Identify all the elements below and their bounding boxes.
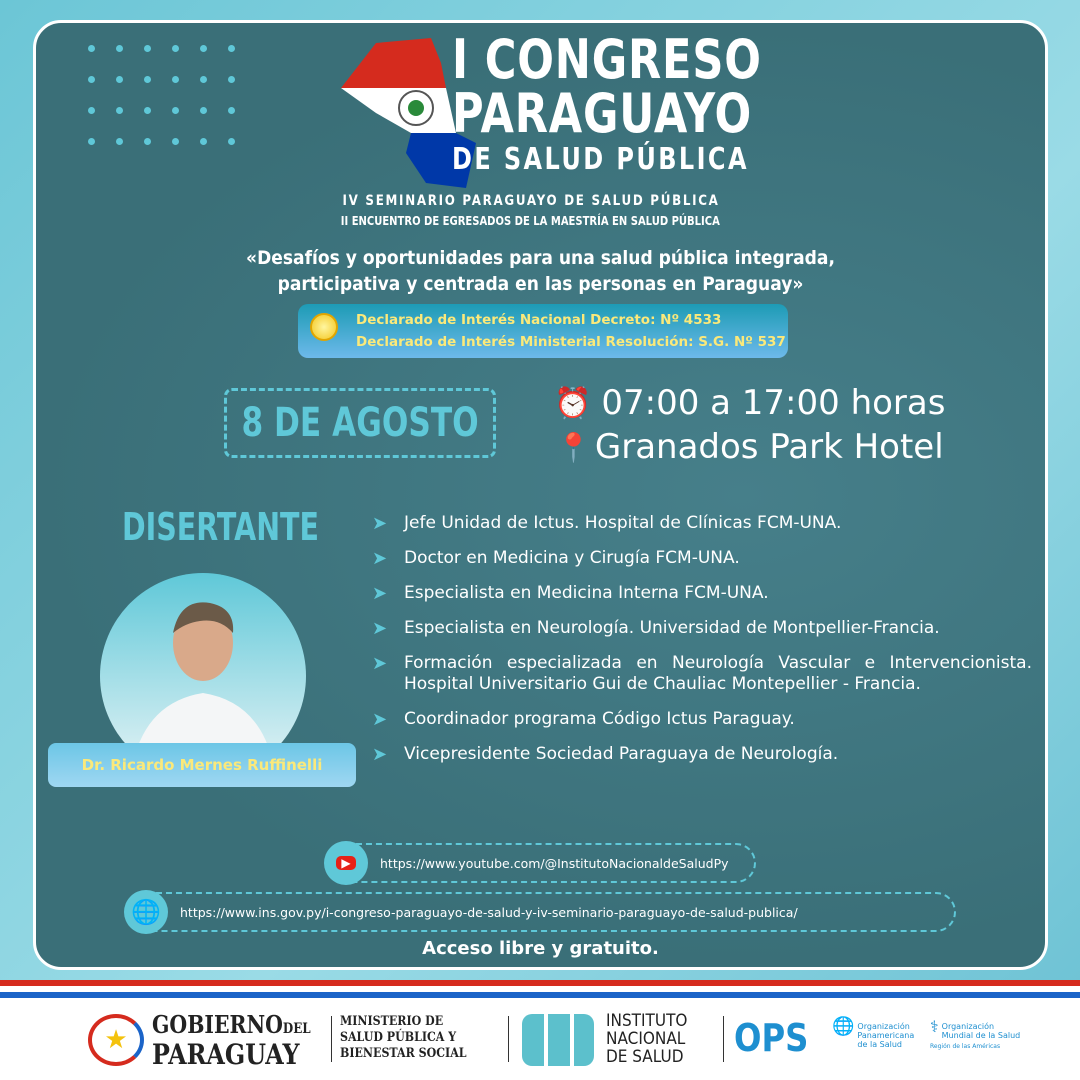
ins-logo-icon [522, 1014, 594, 1066]
flag-stripes [0, 980, 1080, 998]
list-item [372, 709, 1032, 730]
credential: Formación especializada en Neurología Vascular e Intervencionista. Hospital Universitario Gui de Chauliac Montepellier - Francia. [404, 653, 1032, 694]
decorative-dots [88, 45, 256, 145]
arrow-icon: ➤ [372, 583, 388, 604]
who-region: Región de las Américas [930, 1043, 1001, 1050]
list-item [372, 548, 1032, 569]
credential: Vicepresidente Sociedad Paraguaya de Neurología. [404, 744, 839, 764]
who-emblem-icon: ⚕ [930, 1017, 939, 1036]
website-url[interactable]: https://www.ins.gov.py/i-congreso-paraguayo-de-salud-y-iv-seminario-paraguayo-de-salud-publica/ [180, 904, 798, 920]
paho-logo [832, 1016, 915, 1049]
credential: Especialista en Medicina Interna FCM-UNA. [404, 583, 769, 603]
arrow-icon: ➤ [372, 513, 388, 534]
subtitle: IV SEMINARIO PARAGUAYO DE SALUD PÚBLICA [342, 193, 720, 209]
government-logo [152, 1010, 311, 1071]
event-date [224, 388, 496, 458]
credential: Especialista en Neurología. Universidad de Montpellier-Francia. [404, 618, 940, 638]
location-pin-icon: 📍 [556, 430, 591, 464]
credential: Doctor en Medicina y Cirugía FCM-UNA. [404, 548, 740, 568]
paho-text: Panamericana [857, 1031, 915, 1040]
venue-text: Granados Park Hotel [594, 427, 944, 467]
title-line: I CONGRESO [452, 28, 762, 91]
arrow-icon: ➤ [372, 618, 388, 639]
theme-line: participativa y centrada en las personas en Paraguay» [277, 273, 804, 295]
who-logo [930, 1017, 1021, 1051]
theme-line: «Desafíos y oportunidades para una salud pública integrada, [246, 247, 835, 269]
declarations-badge [298, 304, 788, 358]
youtube-icon: ▶ [324, 841, 368, 885]
who-text: Mundial de la Salud [941, 1031, 1021, 1040]
title-line: DE SALUD PÚBLICA [452, 142, 749, 177]
arrow-icon: ➤ [372, 548, 388, 569]
list-item [372, 744, 1032, 765]
ministry-text: BIENESTAR SOCIAL [340, 1046, 467, 1061]
ministry-text: SALUD PÚBLICA Y [340, 1030, 457, 1045]
who-text: Organización [941, 1022, 995, 1031]
gov-text: GOBIERNO [152, 1010, 283, 1039]
list-item [372, 653, 1032, 695]
poster-card [33, 20, 1048, 970]
ministry-text: MINISTERIO DE [340, 1014, 444, 1029]
ops-logo: OPS [734, 1016, 809, 1060]
access-note: Acceso libre y gratuito. [422, 938, 659, 959]
ins-text: INSTITUTO [606, 1011, 688, 1031]
event-time [554, 383, 945, 423]
paho-text: Organización [857, 1022, 910, 1031]
gov-text: PARAGUAY [152, 1038, 300, 1071]
youtube-url[interactable]: https://www.youtube.com/@InstitutoNacionaldeSaludPy [380, 855, 729, 871]
speaker-name: Dr. Ricardo Mernes Ruffinelli [48, 743, 356, 787]
subtitle: II ENCUENTRO DE EGRESADOS DE LA MAESTRÍA EN SALUD PÚBLICA [340, 213, 720, 228]
time-text: 07:00 a 17:00 horas [601, 383, 946, 423]
arrow-icon: ➤ [372, 653, 388, 674]
globe-icon: 🌐 [124, 890, 168, 934]
speaker-label: DISERTANTE [122, 505, 319, 549]
government-emblem-icon: ★ [88, 1014, 144, 1066]
ins-text: DE SALUD [606, 1047, 684, 1067]
title-line: PARAGUAYO [452, 82, 753, 145]
gov-text: DEL [282, 1021, 311, 1037]
youtube-link[interactable] [326, 843, 756, 883]
sponsor-logos [0, 1008, 1080, 1071]
ins-text: NACIONAL [606, 1029, 686, 1049]
credential: Jefe Unidad de Ictus. Hospital de Clínicas FCM-UNA. [404, 513, 842, 533]
website-link[interactable] [126, 892, 956, 932]
theme-quote [36, 245, 1045, 297]
list-item [372, 513, 1032, 534]
paho-text: de la Salud [857, 1040, 902, 1049]
arrow-icon: ➤ [372, 709, 388, 730]
ministry-logo [340, 1014, 467, 1062]
ins-logo [606, 1012, 687, 1066]
medal-icon [310, 313, 340, 349]
declaration: Declarado de Interés Ministerial Resolución: S.G. Nº 537 [356, 334, 786, 350]
declaration: Declarado de Interés Nacional Decreto: Nº 4533 [356, 312, 722, 328]
clock-icon: ⏰ [554, 385, 592, 421]
list-item [372, 618, 1032, 639]
event-title [452, 28, 762, 177]
paho-emblem-icon: 🌐 [832, 1016, 855, 1037]
credential: Coordinador programa Código Ictus Paraguay. [404, 709, 795, 729]
date-text: 8 DE AGOSTO [241, 400, 479, 446]
arrow-icon: ➤ [372, 744, 388, 765]
credentials-list [372, 513, 1032, 779]
event-venue [556, 427, 944, 467]
list-item [372, 583, 1032, 604]
